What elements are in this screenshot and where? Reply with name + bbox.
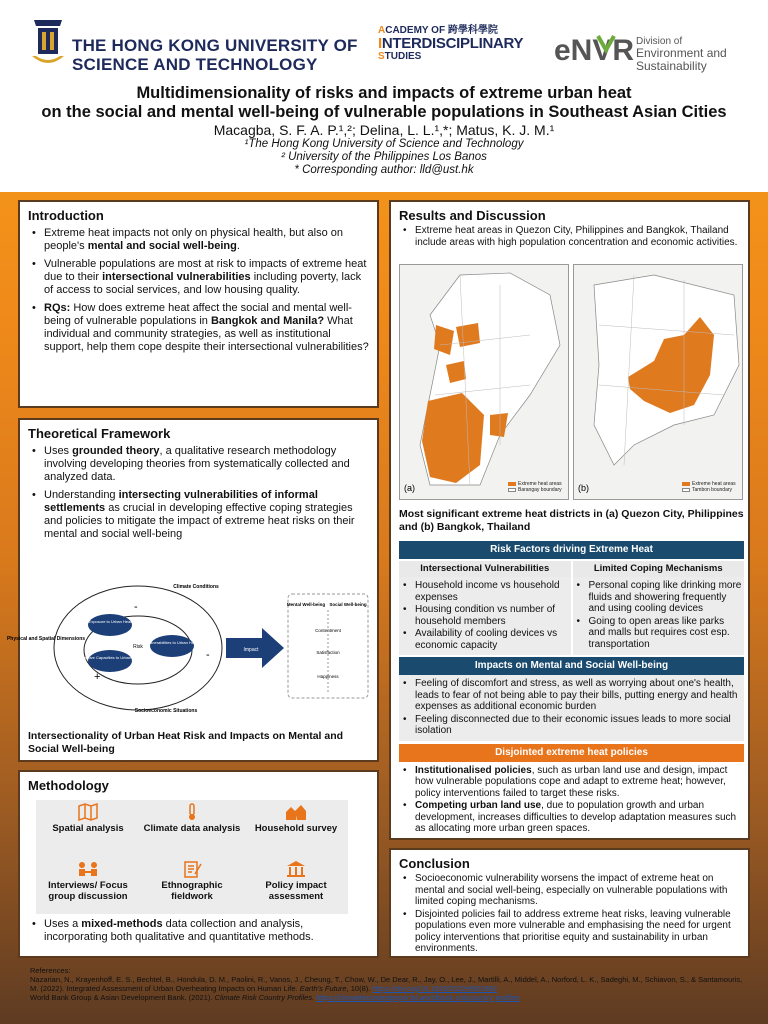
method-label-0: Spatial analysis [52, 823, 124, 834]
map-icon [77, 803, 99, 821]
methodology-heading: Methodology [28, 778, 109, 793]
risk-factors-title: Risk Factors driving Extreme Heat [399, 541, 744, 559]
method-label-2: Household survey [254, 823, 338, 834]
method-label-5: Policy impact assessment [265, 880, 327, 902]
results-bullet-1: • Extreme heat areas in Quezon City, Philippines and Bangkok, Thailand include areas with high population concentration and economic activities. [399, 225, 740, 248]
fw-b1-pre: Uses [44, 445, 73, 457]
methodology-bullets [20, 918, 375, 949]
adaptive-node [88, 650, 132, 672]
impact-item-1: • Feeling disconnected due to their economic issues leads to more social isolation [399, 714, 742, 737]
methodology-grid [36, 800, 348, 914]
policy-0-bold: Institutionalised policies [415, 764, 532, 776]
col1-header: Intersectional Vulnerabilities [399, 561, 571, 577]
impact-item-0: • Feeling of discomfort and stress, as well as worrying about one's health, leads to fear of not being able to pay their bills, putting energy and health expenses as additional economic burden [399, 678, 742, 713]
corresponding-author: * Corresponding author: lld@ust.hk [294, 164, 474, 176]
meth-b1-pre: Uses a [44, 918, 82, 930]
coping-column [573, 561, 745, 655]
map-b-label: (b) [578, 483, 589, 493]
satisfaction-label: Satisfaction [316, 650, 340, 655]
col1-item-2: • Availability of cooling devices vs economic capacity [399, 628, 569, 651]
authors: Macagba, S. F. A. P.¹,²; Delina, L. L.¹,*; Matus, K. J. M.¹ [213, 122, 555, 138]
people-icon [77, 860, 99, 878]
conclusion-bullet-2: • Disjointed policies fail to address extreme heat risks, leaving vulnerable populations even more vulnerable and emphasising the need for urgent policy interventions that prioritise equity and sustainability in urban environments. [399, 909, 740, 955]
introduction-panel [18, 200, 379, 408]
intro-bullet-3 [28, 302, 369, 354]
ref2-text: World Bank Group & Asian Development Bank. (2021). [30, 993, 215, 1002]
conclusion-bullet-1: • Socioeconomic vulnerability worsens the impact of extreme heat on mental and social well-being, especially on vulnerable populations with limited coping mechanisms. [399, 873, 740, 908]
contentment-label: Contentment [315, 628, 341, 633]
introduction-heading: Introduction [28, 208, 104, 223]
reference-2 [30, 993, 750, 1002]
affiliation-2: ² University of the Philippines Los Banos [281, 151, 487, 163]
conclusion-panel [389, 848, 750, 958]
framework-panel [6, 418, 379, 762]
bangkok-map-shape [574, 265, 744, 501]
hkust-logo-icon [30, 18, 66, 70]
vulner-label: Vulnerabilities to Urban Heat [146, 640, 198, 645]
intro-b2-post: including poverty, lack of access to social services, and low housing quality. [44, 271, 362, 296]
conclusion-heading: Conclusion [399, 856, 470, 871]
envr-line1: Division of [636, 36, 683, 47]
method-label-1: Climate data analysis [143, 823, 241, 834]
intro-b3-text: How does extreme heat affect the social and mental well-being of vulnerable populations in [44, 302, 352, 327]
houses-icon [285, 803, 307, 821]
exposure-node [88, 614, 132, 636]
fw-b2-pre: Understanding [44, 489, 119, 501]
map-a-legend-1: Extreme heat areas [518, 481, 562, 487]
framework-bullet-2 [28, 489, 369, 541]
framework-caption: Intersectionality of Urban Heat Risk and Impacts on Mental and Social Well-being [28, 730, 344, 755]
intro-bullet-1 [28, 227, 369, 253]
hkust-line1: THE HONG KONG UNIVERSITY OF [72, 36, 358, 55]
ref1-link[interactable]: https://doi.org/10.1029/2022ef002682 [372, 984, 498, 993]
impact-label: Impact [243, 647, 259, 653]
policy-0-text: , such as urban land use and design, impact how vulnerable populations cope and adapt to extreme heat; however, policy interventions failed to target these risks. [415, 764, 728, 799]
title-block [0, 78, 768, 192]
intro-b1-text: Extreme heat impacts not only on physical health, but also on people's [44, 227, 344, 252]
notepad-icon [181, 860, 203, 878]
social-label: Social Well-being [329, 602, 367, 607]
policy-1-bold: Competing urban land use [415, 800, 542, 811]
ais-logo [378, 24, 523, 63]
impacts-title: Impacts on Mental and Social Well-being [399, 657, 744, 675]
ais-cademy: CADEMY OF [385, 25, 446, 36]
method-spatial [36, 800, 140, 857]
ref2-title: Climate Risk Country Profiles. [214, 993, 315, 1002]
framework-heading: Theoretical Framework [28, 426, 171, 441]
happiness-label: Happiness [317, 674, 339, 679]
methodology-bullet-1 [28, 918, 367, 944]
policies-title: Disjointed extreme heat policies [399, 744, 744, 762]
ref2-link[interactable]: https://climateknowledgeportal.worldbank.org/country-profiles [316, 993, 520, 1002]
col2-item-1: • Going to open areas like parks and malls but requires cost esp. transportation [573, 616, 743, 651]
envr-line2: Environment and [636, 46, 727, 60]
fw-b1-bold: grounded theory [72, 445, 160, 457]
adaptive-label: Adaptive Capacities to Urban Heat [79, 655, 141, 660]
intro-b3-bold: RQs: [44, 302, 71, 314]
fw-b1-post: , a qualitative research methodology involving developing theories from systematically collected and analyzed data. [44, 445, 350, 483]
ais-chinese: 跨學科學院 [447, 25, 498, 36]
fw-b2-post: as crucial in developing effective coping strategies and policies to mitigate the impact of extreme heat risks on their mental and social well-being [44, 502, 355, 540]
map-a-legend-2: Barangay boundary [518, 487, 562, 493]
map-quezon [399, 264, 569, 500]
quezon-map-shape [400, 265, 570, 501]
col2-item-0: • Personal coping like drinking more fluids and showering frequently and using cooling devices [573, 580, 743, 615]
map-b-legend [682, 481, 736, 493]
vulnerability-node [150, 635, 194, 657]
method-label-4: Ethnographic fieldwork [161, 880, 223, 902]
intro-bullet-2 [28, 258, 369, 297]
ais-a: A [378, 25, 386, 36]
col1-item-1: • Housing condition vs number of household members [399, 604, 569, 627]
ref1-journal: Earth's Future [299, 984, 347, 993]
method-climate [140, 800, 244, 857]
results-panel [389, 200, 750, 840]
hkust-line2: SCIENCE AND TECHNOLOGY [72, 55, 318, 74]
risk-factors-table [399, 541, 744, 836]
map-bangkok [573, 264, 743, 500]
ais-s: S [378, 51, 385, 62]
meth-b1-post: data collection and analysis, incorporating both qualitative and quantitative methods. [44, 918, 314, 943]
poster-title-line1: Multidimensionality of risks and impacts of extreme urban heat [136, 84, 632, 102]
policy-item-0 [399, 765, 742, 800]
references [30, 966, 750, 1016]
minus-sign-1: - [134, 601, 138, 613]
method-label-3: Interviews/ Focus group discussion [48, 880, 128, 902]
col2-header: Limited Coping Mechanisms [573, 561, 745, 577]
meth-b1-bold: mixed-methods [81, 918, 163, 930]
intro-b3-post: What individual and community strategies, as well as institutional support, help them cope despite their intersectional vulnerabilities? [44, 315, 369, 353]
maps-caption: Most significant extreme heat districts in (a) Quezon City, Philippines and (b) Bangkok, Thailand [399, 508, 744, 533]
intro-b2-text: Vulnerable populations are most at risk to impacts of extreme heat due to their [44, 258, 367, 283]
map-a-legend [508, 481, 562, 493]
climate-label: Climate Conditions [173, 584, 219, 590]
minus-sign-2: - [206, 649, 210, 661]
poster-title-line2: on the social and mental well-being of vulnerable populations in Southeast Asian Cities [41, 103, 727, 121]
thermometer-icon [181, 803, 203, 821]
method-household [244, 800, 348, 857]
ref1-text: Nazarian, N., Krayenhoff, E. S., Bechtel, B., Hondula, D. M., Paolini, R., Vanos, J., Cheung, T., Chow, W., De Dear, R., Jay, O., Lee, J., Martilli, A., Middel, A., Norford, L. K., Sadeghi, M., Schiavon, S., & Santamouris, M. (2022). Integrated Assessment of Urban Overheating Impacts on Human Life. [30, 975, 743, 993]
framework-diagram [6, 570, 374, 720]
map-b-legend-1: Extreme heat areas [692, 481, 736, 487]
socio-label: Socioeconomic Situations [134, 708, 198, 714]
plus-sign: + [94, 671, 101, 683]
impacts-box [399, 675, 744, 741]
method-ethnographic [140, 857, 244, 914]
intro-b1-post: . [236, 240, 240, 252]
policy-1-text: , due to population growth and urban development, increases difficulties to develop adaptation measures such as allocating more urban green spaces. [415, 800, 737, 834]
envr-line3: Sustainability [636, 59, 707, 73]
policy-item-1 [399, 800, 742, 835]
vulnerabilities-column [399, 561, 571, 655]
intro-b3-bold2: Bangkok and Manila? [210, 315, 325, 327]
fw-b2-bold: intersecting vulnerabilities of informal settlements [44, 489, 318, 514]
ais-nterdisciplinary: NTERDISCIPLINARY [381, 35, 524, 52]
header-logo-bar [0, 0, 768, 78]
affiliation-1: ¹The Hong Kong University of Science and Technology [244, 138, 524, 150]
results-heading: Results and Discussion [399, 208, 546, 223]
mental-label: Mental Well-being [286, 602, 326, 607]
framework-bullet-1 [28, 445, 369, 484]
references-heading: References: [30, 966, 71, 975]
method-interviews [36, 857, 140, 914]
risk-label: Risk [133, 644, 143, 650]
ref1-post: , 10(8). [346, 984, 373, 993]
ais-tudies: TUDIES [384, 51, 422, 62]
envr-text [636, 36, 727, 73]
physical-label: Physical and Spatial Dimensions [6, 636, 86, 642]
hkust-name [72, 36, 358, 74]
envr-logo-icon [554, 30, 635, 68]
reference-1 [30, 975, 750, 993]
intro-b1-bold: mental and social well-being [87, 240, 237, 252]
method-policy [244, 857, 348, 914]
government-icon [285, 860, 307, 878]
map-a-label: (a) [404, 483, 415, 493]
intro-b2-bold: intersectional vulnerabilities [102, 271, 251, 283]
col1-item-0: • Household income vs household expenses [399, 580, 569, 603]
map-b-legend-2: Tambon boundary [692, 487, 733, 493]
ais-i: I [378, 35, 382, 52]
envr-logo-text: eNVR [554, 34, 635, 67]
exposure-label: Exposure to Urban Heat [88, 619, 132, 624]
